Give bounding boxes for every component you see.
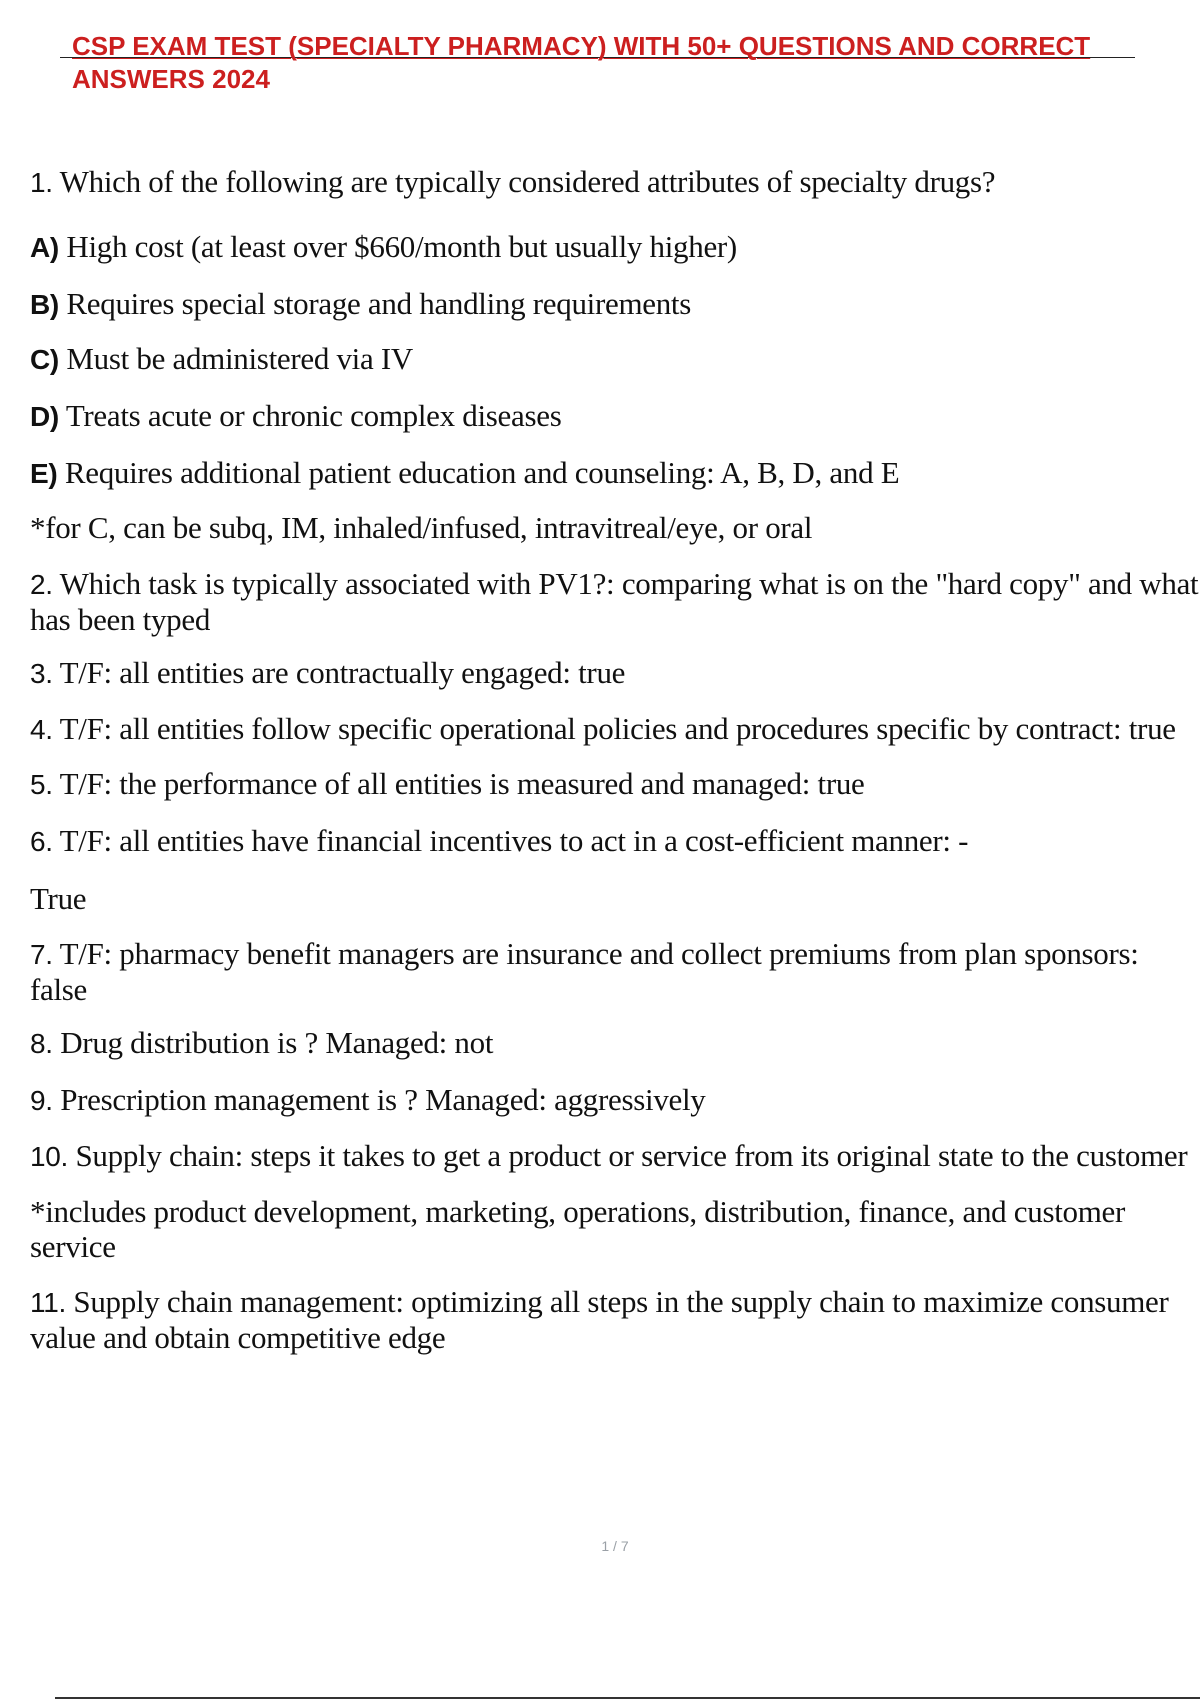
question-7 xyxy=(30,936,1200,1007)
option-b xyxy=(30,286,1200,322)
question-text: T/F: all entities are contractually engaged: true xyxy=(52,655,626,690)
question-3 xyxy=(30,655,1200,691)
option-label: B) xyxy=(30,289,59,320)
option-label: E) xyxy=(30,458,58,489)
option-label: C) xyxy=(30,344,59,375)
question-text: T/F: all entities follow specific operational policies and procedures specific by contract: true xyxy=(52,711,1176,746)
question-number: 2. xyxy=(30,569,53,600)
question-number: 4. xyxy=(30,714,53,745)
document-body xyxy=(30,164,1200,1355)
footer-rule xyxy=(55,1697,1200,1699)
option-label: A) xyxy=(30,232,59,263)
question-text: T/F: all entities have financial incentives to act in a cost-efficient manner: - xyxy=(52,823,969,858)
note-text: *for C, can be subq, IM, inhaled/infused, intravitreal/eye, or oral xyxy=(30,510,813,545)
question-9 xyxy=(30,1082,1200,1118)
question-number: 1. xyxy=(30,167,53,198)
option-text: Requires additional patient education and counseling: A, B, D, and E xyxy=(57,455,900,490)
option-text: High cost (at least over $660/month but usually higher) xyxy=(58,229,737,264)
question-number: 8. xyxy=(30,1028,53,1059)
option-text: Treats acute or chronic complex diseases xyxy=(58,398,562,433)
option-d xyxy=(30,398,1200,434)
question-4 xyxy=(30,711,1200,747)
page-number: 1 / 7 xyxy=(601,1538,629,1554)
note-supply-chain xyxy=(30,1194,1200,1264)
document-title-line-2: ANSWERS 2024 xyxy=(72,64,270,94)
option-c xyxy=(30,341,1200,377)
question-1 xyxy=(30,164,1200,200)
question-5 xyxy=(30,766,1200,802)
question-number: 9. xyxy=(30,1085,53,1116)
option-label: D) xyxy=(30,401,59,432)
answer-6-continued xyxy=(30,881,1200,916)
note-text: *includes product development, marketing, operations, distribution, finance, and customer service xyxy=(30,1194,1126,1264)
question-text: Which task is typically associated with PV1?: comparing what is on the "hard copy" and what has been typed xyxy=(30,566,1199,637)
question-text: Supply chain: steps it takes to get a product or service from its original state to the customer xyxy=(68,1138,1188,1173)
question-text: T/F: the performance of all entities is measured and managed: true xyxy=(52,766,865,801)
option-text: Requires special storage and handling requirements xyxy=(58,286,692,321)
question-number: 10. xyxy=(30,1141,69,1172)
question-text: Prescription management is ? Managed: aggressively xyxy=(52,1082,706,1117)
question-number: 7. xyxy=(30,939,53,970)
document-title-line-1: CSP EXAM TEST (SPECIALTY PHARMACY) WITH 50+ QUESTIONS AND CORRECT xyxy=(72,31,1091,61)
question-text: Supply chain management: optimizing all steps in the supply chain to maximize consumer value and obtain competitive edge xyxy=(30,1284,1169,1355)
question-number: 5. xyxy=(30,769,53,800)
option-text: Must be administered via IV xyxy=(58,341,414,376)
question-number: 6. xyxy=(30,826,53,857)
question-8 xyxy=(30,1025,1200,1061)
option-e xyxy=(30,455,1200,491)
answer-text: True xyxy=(30,881,87,916)
question-text: Drug distribution is ? Managed: not xyxy=(52,1025,494,1060)
option-a xyxy=(30,229,1200,265)
question-2 xyxy=(30,566,1200,637)
question-text: Which of the following are typically considered attributes of specialty drugs? xyxy=(52,164,996,199)
question-number: 3. xyxy=(30,658,53,689)
question-6 xyxy=(30,823,1200,859)
document-title xyxy=(72,30,1182,96)
question-10 xyxy=(30,1138,1200,1174)
question-number: 11. xyxy=(30,1287,66,1318)
question-11 xyxy=(30,1284,1200,1355)
question-text: T/F: pharmacy benefit managers are insurance and collect premiums from plan sponsors: false xyxy=(30,936,1139,1007)
note-route-of-administration xyxy=(30,510,1200,545)
